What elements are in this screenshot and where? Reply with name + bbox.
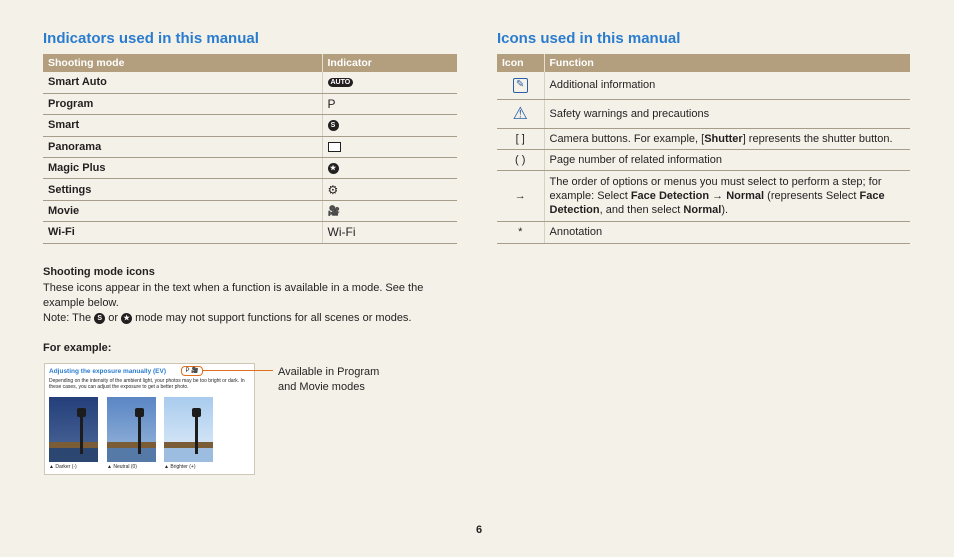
- mode-name: Smart: [43, 115, 322, 136]
- col-shooting-mode: Shooting mode: [43, 54, 322, 72]
- indicators-heading: Indicators used in this manual: [43, 30, 259, 47]
- table-row: [497, 72, 910, 99]
- table-row: [43, 136, 457, 157]
- photo-caption: ▲ Brighter (+): [164, 464, 196, 470]
- neutral-photo: [107, 397, 156, 462]
- mode-name: Program: [43, 93, 322, 114]
- function-text: Page number of related information: [544, 149, 910, 170]
- example-title: Adjusting the exposure manually (EV): [49, 368, 167, 375]
- page-number: 6: [476, 524, 483, 536]
- mode-name: Movie: [43, 200, 322, 221]
- example-body: Depending on the intensity of the ambient light, your photos may be too bright or dark. In these cases, you can adjust the exposure to get a better photo.: [49, 378, 245, 390]
- icons-table: [497, 54, 910, 244]
- smart-mode-icon: S: [328, 120, 339, 131]
- table-row: [497, 99, 910, 128]
- table-row: [43, 158, 457, 179]
- darker-photo: [49, 397, 98, 462]
- mode-name: Panorama: [43, 136, 322, 157]
- col-icon: Icon: [497, 54, 544, 72]
- program-letter: P: [327, 97, 336, 112]
- asterisk: *: [497, 221, 544, 243]
- icons-heading: Icons used in this manual: [497, 30, 681, 47]
- brighter-photo: [164, 397, 213, 462]
- mode-name: Magic Plus: [43, 158, 322, 179]
- function-text: Annotation: [544, 221, 910, 243]
- movie-camera-icon: 🎥: [327, 205, 340, 217]
- magic-plus-icon: ★: [328, 163, 339, 174]
- table-row: [43, 179, 457, 200]
- col-function: Function: [544, 54, 910, 72]
- col-indicator: Indicator: [322, 54, 457, 72]
- magic-plus-icon: ★: [121, 313, 132, 324]
- table-row: [43, 72, 457, 93]
- for-example-label: For example:: [43, 342, 112, 354]
- function-text: Additional information: [544, 72, 910, 99]
- panorama-mode-icon: [328, 142, 341, 152]
- function-text: Safety warnings and precautions: [544, 99, 910, 128]
- mode-name: Wi-Fi: [43, 222, 322, 243]
- example-box: [44, 363, 255, 475]
- smart-mode-icon: S: [94, 313, 105, 324]
- table-row: [497, 221, 910, 243]
- note-pencil-icon: ✎: [513, 78, 528, 93]
- indicators-table: [43, 54, 457, 244]
- callout-line: [203, 370, 273, 371]
- table-row: [43, 222, 457, 243]
- table-row: [43, 200, 457, 221]
- table-row: [43, 115, 457, 136]
- mode-name: Settings: [43, 179, 322, 200]
- function-text: The order of options or menus you must select to perform a step; for example: Select Face Detection → Normal (represents Select Face Detection, and then select Normal).: [544, 170, 910, 221]
- photo-caption: ▲ Neutral (0): [107, 464, 137, 470]
- brackets: [ ]: [497, 128, 544, 149]
- warning-triangle-icon: ⚠: [512, 103, 528, 123]
- table-row: [43, 93, 457, 114]
- table-row: [497, 149, 910, 170]
- function-text: Camera buttons. For example, [Shutter] represents the shutter button.: [544, 128, 910, 149]
- shooting-mode-icons-text: These icons appear in the text when a function is available in a mode. See the example below.: [43, 282, 424, 309]
- table-row: [497, 128, 910, 149]
- shooting-mode-icons-title: Shooting mode icons: [43, 266, 155, 278]
- shooting-mode-note: Note: The S or ★ mode may not support functions for all scenes or modes.: [43, 312, 412, 324]
- mode-name: Smart Auto: [43, 72, 322, 93]
- photo-caption: ▲ Darker (-): [49, 464, 77, 470]
- settings-gear-icon: ⚙: [327, 182, 339, 197]
- table-row: [497, 170, 910, 221]
- arrow-right-icon: →: [497, 170, 544, 221]
- wifi-text: Wi-Fi: [327, 225, 356, 240]
- auto-badge-icon: AUTO: [328, 78, 354, 87]
- parentheses: ( ): [497, 149, 544, 170]
- callout-text: Available in Program and Movie modes: [278, 366, 380, 393]
- mode-badge-icon: P 🎥: [181, 366, 203, 376]
